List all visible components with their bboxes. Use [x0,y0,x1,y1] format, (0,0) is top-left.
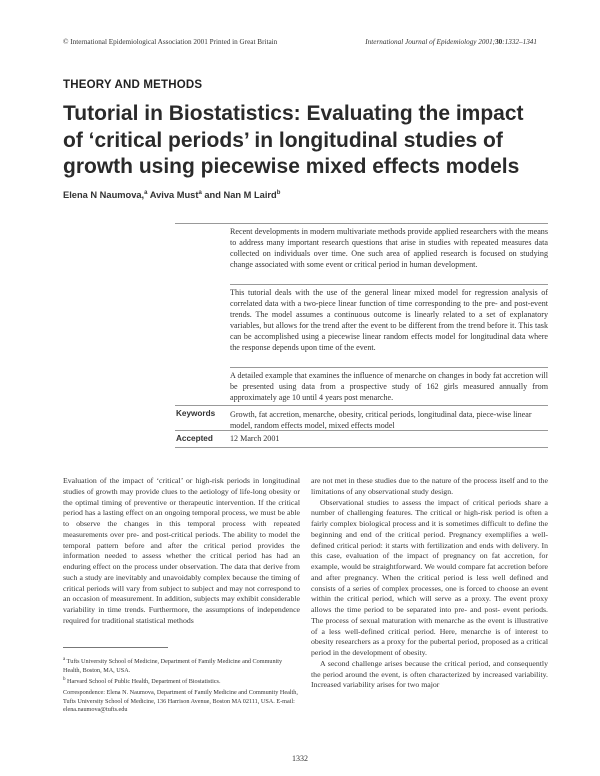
running-header-left: © International Epidemiological Association 2001 Printed in Great Britain [63,38,278,46]
keywords-text: Growth, fat accretion, menarche, obesity, critical periods, longitudinal data, piece-wise linear model, random effects model, mixed effects model [230,410,532,431]
footnote-text: Tufts University School of Medicine, Department of Family Medicine and Community Health, Boston, MA, USA. [63,658,283,674]
journal-year: 2001; [476,38,496,46]
abstract-divider [230,284,548,285]
body-paragraph: Observational studies to assess the impact of critical periods share a number of challenging features. The critical or high-risk period is often a fairly complex biological process and it is sometimes difficult to define the beginning and end of the critical period. Pregnancy exemplifies a well-defined critical period: it starts with fertilization and ends with delivery. In this case, evaluation of the impact of pregnancy on fat accretion, for example, would be straightforward. We would compare fat accretion before and after pregnancy. When the critical period is less well defined and consists of a series of complex processes, one is forced to choose an event within the critical period, which will serve as a proxy. The event proxy allows the time period to be separated into pre- and post- event periods. The process of sexual maturation with menarche as the event is illustrative of a less well-defined critical period. Here, menarche is of interest to obesity researchers as a proxy for the pubertal period, proposed as a critical period in the development of obesity. [311,497,548,657]
keywords-label: Keywords [176,409,216,418]
accepted-bottom-rule [175,447,548,448]
body-column-right [311,476,548,691]
journal-name: International Journal of Epidemiology [365,38,477,46]
footnote [63,656,300,675]
author-name: Elena N Naumova, [63,190,145,201]
author-list [63,190,280,200]
accepted-date: 12 March 2001 [230,434,280,443]
journal-pages: :1332–1341 [502,38,537,46]
abstract-top-rule [175,223,548,224]
accepted-rule [175,430,548,431]
abstract-divider [230,367,548,368]
page-number: 1332 [292,754,308,763]
abstract-paragraph: This tutorial deals with the use of the general linear mixed model for regression analysis of correlated data with a two-piece linear function of time corresponding to the pre- and post-event trends. The model assumes a continuous outcome is linearly related to a set of explanatory variables, but allows for the trend after the event to be different from the trend before it. This task can be accomplished using a piecewise linear random effects model for longitudinal data where the response depends upon time of the event. [230,288,548,353]
body-paragraph: A second challenge arises because the critical period, and consequently the period around the event, is often characterized by increased variability. Increased variability arises for two major [311,658,548,690]
author-affiliation-mark: b [276,190,281,196]
author-affiliation-mark: a [144,190,148,196]
running-header-right [365,38,537,46]
journal-volume: 30 [495,38,503,46]
footnote [63,676,300,687]
body-paragraph: are not met in these studies due to the nature of the process itself and to the limitations of any observational study design. [311,476,548,496]
author-name: and Nan M Laird [201,190,277,201]
footnote-mark: b [63,677,66,682]
abstract-paragraph: Recent developments in modern multivariate methods provide applied researchers with the means to address many important research questions that arise in studies with repeated measures data collected on individuals over time. One such area of applied research is focused on studying change associated with some event or critical period in human development. [230,227,548,270]
section-label: THEORY AND METHODS [63,79,203,91]
correspondence-note [63,689,300,715]
author-affiliation-mark: a [198,190,202,196]
abstract-paragraph: A detailed example that examines the influence of menarche on changes in body fat accretion will be presented using data from a prospective study of 162 girls measured annually from approximately age 10 until 4 years post menarche. [230,371,548,403]
footnote-text: Harvard School of Public Health, Department of Biostatistics. [65,678,221,686]
accepted-label: Accepted [176,434,213,443]
body-paragraph: Evaluation of the impact of ‘critical’ or high-risk periods in longitudinal studies of growth may provide clues to the aetiology of life-long obesity or the optimal timing of preventive or therapeutic intervention. If the critical period has a lasting effect on an ongoing temporal process, we must be able to observe the changes in this temporal process with repeated measurements over pre- and post-critical periods. The ability to model the temporal pattern before and after the critical period provides the information needed to assess whether the critical period has had an enduring effect on the process under observation. The data that derive from such a study are inevitably and unavoidably complex because the timing of critical periods will vary from subject to subject and may not correspond to an occasion of measurement. In addition, subjects may exhibit considerable variability in time trends. Furthermore, the assumptions of independence required for traditional statistical methods [63,476,300,625]
footnote-mark: a [63,657,66,662]
article-title: Tutorial in Biostatistics: Evaluating the impact of ‘critical periods’ in longitudinal studies of growth using piecewise mixed effects models [63,102,524,178]
footnote-text: Correspondence: Elena N. Naumova, Department of Family Medicine and Community Health, Tufts University School of Medicine, 136 Harrison Avenue, Boston MA 02111, USA. E-mail: elena.naumova@tufts.edu [63,689,298,714]
keywords-rule [175,405,548,406]
author-name: Aviva Must [147,190,199,201]
body-column-left [63,476,300,627]
footnote-rule [63,647,168,648]
